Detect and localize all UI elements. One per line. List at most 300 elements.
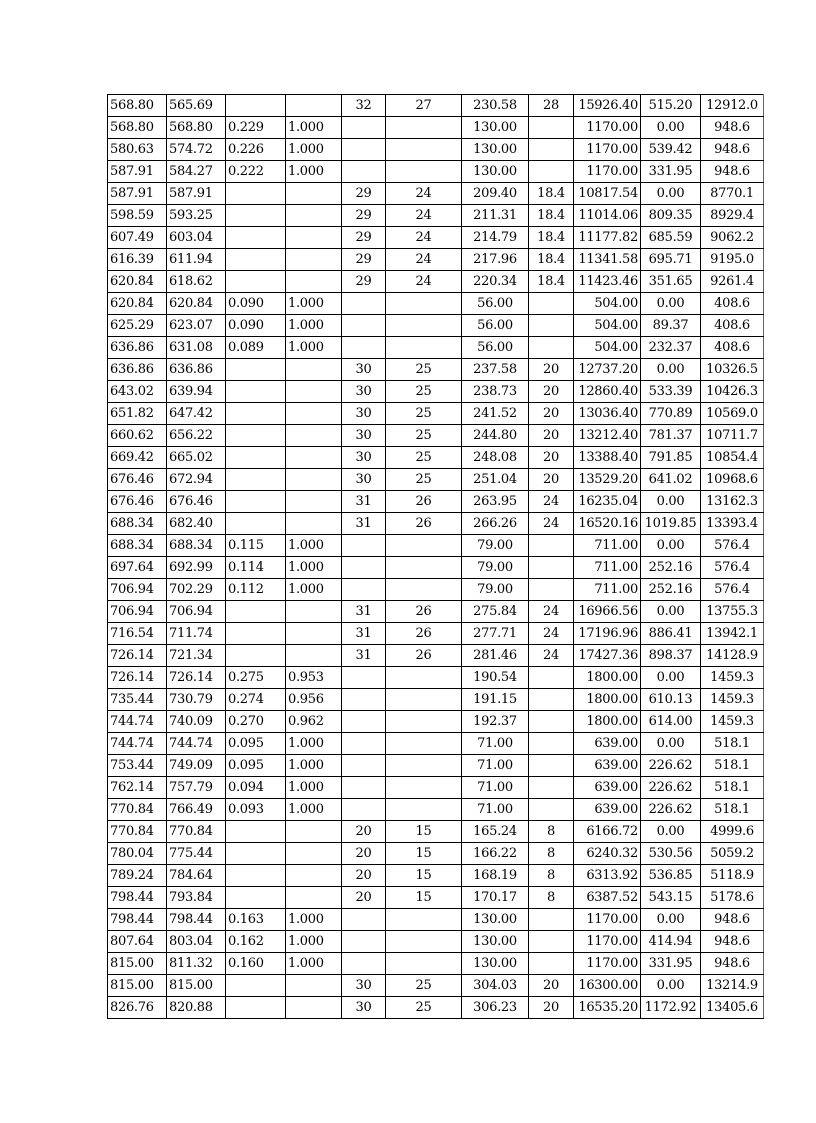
table-cell: 0.095 <box>226 755 286 777</box>
table-cell: 533.39 <box>641 381 701 403</box>
table-cell: 898.37 <box>641 645 701 667</box>
table-cell: 0.00 <box>641 733 701 755</box>
table-cell: 0.00 <box>641 293 701 315</box>
table-cell: 1170.00 <box>574 953 641 975</box>
table-cell <box>386 733 462 755</box>
table-cell: 20 <box>342 865 386 887</box>
table-cell: 1.000 <box>286 315 342 337</box>
table-cell <box>342 117 386 139</box>
table-cell: 798.44 <box>167 909 226 931</box>
table-cell: 0.00 <box>641 491 701 513</box>
table-cell: 230.58 <box>462 95 529 117</box>
table-cell: 1800.00 <box>574 667 641 689</box>
table-cell: 16966.56 <box>574 601 641 623</box>
table-cell: 17196.96 <box>574 623 641 645</box>
table-cell <box>226 381 286 403</box>
table-cell: 30 <box>342 447 386 469</box>
table-cell: 24 <box>529 601 574 623</box>
table-cell: 226.62 <box>641 755 701 777</box>
table-cell: 0.00 <box>641 117 701 139</box>
table-cell: 25 <box>386 469 462 491</box>
table-cell: 25 <box>386 997 462 1019</box>
table-cell: 620.84 <box>108 293 167 315</box>
table-cell: 762.14 <box>108 777 167 799</box>
table-cell: 948.6 <box>701 931 764 953</box>
table-row <box>108 579 764 601</box>
table-cell: 1800.00 <box>574 711 641 733</box>
table-cell <box>226 271 286 293</box>
table-cell: 30 <box>342 469 386 491</box>
table-cell <box>342 315 386 337</box>
table-cell: 574.72 <box>167 139 226 161</box>
table-cell <box>386 579 462 601</box>
table-cell: 770.84 <box>108 821 167 843</box>
table-cell <box>286 469 342 491</box>
table-cell <box>226 843 286 865</box>
table-cell: 1.000 <box>286 799 342 821</box>
table-cell <box>286 403 342 425</box>
table-row <box>108 535 764 557</box>
table-cell: 13942.1 <box>701 623 764 645</box>
table-row <box>108 139 764 161</box>
table-cell: 168.19 <box>462 865 529 887</box>
table-cell <box>386 117 462 139</box>
table-cell <box>286 645 342 667</box>
table-cell: 31 <box>342 601 386 623</box>
table-cell: 13755.3 <box>701 601 764 623</box>
table-cell: 1459.3 <box>701 689 764 711</box>
table-row <box>108 865 764 887</box>
table-cell: 1.000 <box>286 139 342 161</box>
table-cell: 798.44 <box>108 909 167 931</box>
table-cell: 20 <box>342 843 386 865</box>
table-cell <box>226 975 286 997</box>
table-cell <box>226 623 286 645</box>
table-cell: 631.08 <box>167 337 226 359</box>
table-cell: 9195.0 <box>701 249 764 271</box>
table-cell <box>342 777 386 799</box>
table-cell: 13212.40 <box>574 425 641 447</box>
table-cell: 25 <box>386 381 462 403</box>
table-row <box>108 887 764 909</box>
table-cell <box>529 755 574 777</box>
table-cell <box>529 931 574 953</box>
table-cell: 79.00 <box>462 535 529 557</box>
table-cell: 770.84 <box>167 821 226 843</box>
table-cell: 14128.9 <box>701 645 764 667</box>
table-cell <box>342 161 386 183</box>
table-cell: 0.956 <box>286 689 342 711</box>
table-cell: 580.63 <box>108 139 167 161</box>
table-cell: 211.31 <box>462 205 529 227</box>
table-row <box>108 733 764 755</box>
table-cell: 408.6 <box>701 337 764 359</box>
table-cell <box>529 557 574 579</box>
table-cell <box>529 689 574 711</box>
table-cell: 0.229 <box>226 117 286 139</box>
table-cell: 0.115 <box>226 535 286 557</box>
table-cell: 13405.6 <box>701 997 764 1019</box>
table-cell: 1.000 <box>286 117 342 139</box>
table-cell: 71.00 <box>462 799 529 821</box>
table-cell <box>342 337 386 359</box>
table-cell <box>342 535 386 557</box>
table-cell: 244.80 <box>462 425 529 447</box>
table-cell: 10854.4 <box>701 447 764 469</box>
table-cell <box>286 843 342 865</box>
table-cell <box>529 799 574 821</box>
table-cell: 692.99 <box>167 557 226 579</box>
table-cell <box>529 535 574 557</box>
table-cell: 682.40 <box>167 513 226 535</box>
table-cell <box>286 271 342 293</box>
table-cell: 775.44 <box>167 843 226 865</box>
table-row <box>108 425 764 447</box>
table-cell <box>286 359 342 381</box>
table-cell: 565.69 <box>167 95 226 117</box>
table-body <box>108 95 764 1019</box>
table-cell: 0.00 <box>641 667 701 689</box>
table-cell: 266.26 <box>462 513 529 535</box>
table-cell: 30 <box>342 381 386 403</box>
table-cell: 584.27 <box>167 161 226 183</box>
table-cell: 130.00 <box>462 931 529 953</box>
table-cell: 1.000 <box>286 931 342 953</box>
table-cell: 518.1 <box>701 733 764 755</box>
table-cell: 789.24 <box>108 865 167 887</box>
table-cell: 0.962 <box>286 711 342 733</box>
table-row <box>108 293 764 315</box>
table-cell <box>226 425 286 447</box>
table-cell: 20 <box>342 821 386 843</box>
table-row <box>108 645 764 667</box>
table-cell: 24 <box>529 623 574 645</box>
table-cell: 620.84 <box>108 271 167 293</box>
table-cell: 636.86 <box>108 359 167 381</box>
table-cell <box>342 711 386 733</box>
table-cell: 15 <box>386 887 462 909</box>
table-cell: 130.00 <box>462 909 529 931</box>
table-cell: 31 <box>342 645 386 667</box>
table-cell: 504.00 <box>574 293 641 315</box>
table-cell: 408.6 <box>701 293 764 315</box>
table-cell: 706.94 <box>167 601 226 623</box>
table-cell: 820.88 <box>167 997 226 1019</box>
table-cell: 20 <box>529 403 574 425</box>
table-cell: 6387.52 <box>574 887 641 909</box>
table-cell <box>226 359 286 381</box>
table-cell: 24 <box>386 249 462 271</box>
table-cell: 0.163 <box>226 909 286 931</box>
table-cell: 948.6 <box>701 953 764 975</box>
table-cell: 6166.72 <box>574 821 641 843</box>
table-cell <box>529 139 574 161</box>
table-cell <box>342 953 386 975</box>
table-cell <box>529 117 574 139</box>
table-row <box>108 931 764 953</box>
table-cell: 25 <box>386 403 462 425</box>
table-cell: 13162.3 <box>701 491 764 513</box>
table-cell: 587.91 <box>108 161 167 183</box>
table-row <box>108 205 764 227</box>
table-cell <box>226 865 286 887</box>
table-row <box>108 95 764 117</box>
table-cell: 15 <box>386 821 462 843</box>
table-cell: 0.275 <box>226 667 286 689</box>
table-cell: 744.74 <box>108 711 167 733</box>
table-cell: 0.089 <box>226 337 286 359</box>
table-cell: 220.34 <box>462 271 529 293</box>
table-cell: 20 <box>529 359 574 381</box>
table-row <box>108 381 764 403</box>
table-cell: 79.00 <box>462 579 529 601</box>
table-cell: 726.14 <box>108 645 167 667</box>
table-cell: 1800.00 <box>574 689 641 711</box>
table-cell <box>286 447 342 469</box>
table-cell: 0.095 <box>226 733 286 755</box>
table-cell: 639.00 <box>574 755 641 777</box>
table-cell: 639.00 <box>574 799 641 821</box>
table-cell <box>529 337 574 359</box>
table-cell: 408.6 <box>701 315 764 337</box>
table-cell: 29 <box>342 183 386 205</box>
table-cell <box>386 667 462 689</box>
table-cell <box>226 249 286 271</box>
table-cell: 8 <box>529 843 574 865</box>
table-cell: 726.14 <box>108 667 167 689</box>
table-cell: 0.094 <box>226 777 286 799</box>
table-cell <box>342 139 386 161</box>
table-cell: 611.94 <box>167 249 226 271</box>
table-cell: 744.74 <box>167 733 226 755</box>
table-cell <box>386 315 462 337</box>
table-cell: 24 <box>386 271 462 293</box>
table-cell: 13529.20 <box>574 469 641 491</box>
table-cell: 71.00 <box>462 777 529 799</box>
table-cell <box>286 425 342 447</box>
table-cell: 191.15 <box>462 689 529 711</box>
table-cell: 24 <box>529 645 574 667</box>
table-cell <box>342 733 386 755</box>
table-cell <box>342 931 386 953</box>
table-cell: 71.00 <box>462 733 529 755</box>
table-cell <box>342 293 386 315</box>
table-cell: 948.6 <box>701 909 764 931</box>
table-cell: 685.59 <box>641 227 701 249</box>
table-row <box>108 183 764 205</box>
table-cell: 0.270 <box>226 711 286 733</box>
table-cell: 130.00 <box>462 161 529 183</box>
table-cell: 803.04 <box>167 931 226 953</box>
table-cell <box>386 777 462 799</box>
table-cell: 166.22 <box>462 843 529 865</box>
table-cell: 18.4 <box>529 205 574 227</box>
table-cell: 251.04 <box>462 469 529 491</box>
table-cell: 71.00 <box>462 755 529 777</box>
table-cell <box>286 997 342 1019</box>
table-cell: 304.03 <box>462 975 529 997</box>
table-cell: 576.4 <box>701 557 764 579</box>
table-cell: 0.090 <box>226 315 286 337</box>
table-cell: 26 <box>386 601 462 623</box>
table-cell: 625.29 <box>108 315 167 337</box>
table-cell: 252.16 <box>641 579 701 601</box>
table-cell: 24 <box>386 227 462 249</box>
table-cell: 603.04 <box>167 227 226 249</box>
table-cell: 0.00 <box>641 183 701 205</box>
table-row <box>108 447 764 469</box>
table-cell <box>226 491 286 513</box>
table-cell: 0.222 <box>226 161 286 183</box>
table-cell: 0.090 <box>226 293 286 315</box>
table-cell: 20 <box>529 469 574 491</box>
table-cell <box>286 95 342 117</box>
table-cell: 29 <box>342 249 386 271</box>
table-cell: 730.79 <box>167 689 226 711</box>
table-cell <box>386 535 462 557</box>
table-cell: 1172.92 <box>641 997 701 1019</box>
table-cell: 716.54 <box>108 623 167 645</box>
table-cell: 10426.3 <box>701 381 764 403</box>
table-row <box>108 953 764 975</box>
table-cell: 12737.20 <box>574 359 641 381</box>
table-cell: 543.15 <box>641 887 701 909</box>
table-cell: 238.73 <box>462 381 529 403</box>
table-cell: 15 <box>386 865 462 887</box>
table-cell: 669.42 <box>108 447 167 469</box>
table-cell: 1.000 <box>286 733 342 755</box>
table-cell: 651.82 <box>108 403 167 425</box>
table-cell: 27 <box>386 95 462 117</box>
table-cell: 536.85 <box>641 865 701 887</box>
table-cell <box>342 579 386 601</box>
table-row <box>108 161 764 183</box>
table-cell: 8929.4 <box>701 205 764 227</box>
table-row <box>108 117 764 139</box>
table-cell: 248.08 <box>462 447 529 469</box>
table-cell <box>286 623 342 645</box>
table-cell: 11177.82 <box>574 227 641 249</box>
table-cell <box>286 249 342 271</box>
table-cell: 15926.40 <box>574 95 641 117</box>
table-cell: 16300.00 <box>574 975 641 997</box>
table-cell: 351.65 <box>641 271 701 293</box>
table-cell: 214.79 <box>462 227 529 249</box>
table-cell: 815.00 <box>108 953 167 975</box>
table-cell <box>226 601 286 623</box>
table-cell: 711.00 <box>574 579 641 601</box>
table-cell: 0.00 <box>641 601 701 623</box>
table-cell: 726.14 <box>167 667 226 689</box>
table-cell: 0.00 <box>641 975 701 997</box>
table-row <box>108 271 764 293</box>
table-cell: 11014.06 <box>574 205 641 227</box>
table-cell: 32 <box>342 95 386 117</box>
table-cell: 12860.40 <box>574 381 641 403</box>
table-row <box>108 601 764 623</box>
table-cell: 414.94 <box>641 931 701 953</box>
table-cell: 1019.85 <box>641 513 701 535</box>
table-cell <box>286 601 342 623</box>
table-cell: 13036.40 <box>574 403 641 425</box>
table-cell <box>226 513 286 535</box>
table-cell: 56.00 <box>462 315 529 337</box>
table-cell: 1459.3 <box>701 711 764 733</box>
table-cell <box>226 997 286 1019</box>
table-cell: 241.52 <box>462 403 529 425</box>
table-row <box>108 359 764 381</box>
table-cell <box>342 667 386 689</box>
table-cell: 26 <box>386 645 462 667</box>
table-cell: 948.6 <box>701 161 764 183</box>
table-cell: 281.46 <box>462 645 529 667</box>
table-cell: 702.29 <box>167 579 226 601</box>
table-cell <box>529 953 574 975</box>
table-cell: 15 <box>386 843 462 865</box>
table-cell: 0.162 <box>226 931 286 953</box>
table-cell: 30 <box>342 997 386 1019</box>
table-cell: 766.49 <box>167 799 226 821</box>
table-cell: 29 <box>342 271 386 293</box>
table-cell: 0.114 <box>226 557 286 579</box>
table-cell: 721.34 <box>167 645 226 667</box>
table-cell <box>529 733 574 755</box>
table-row <box>108 623 764 645</box>
table-cell <box>226 95 286 117</box>
table-cell: 17427.36 <box>574 645 641 667</box>
table-cell: 587.91 <box>108 183 167 205</box>
table-cell: 20 <box>529 381 574 403</box>
table-cell: 791.85 <box>641 447 701 469</box>
table-cell: 25 <box>386 359 462 381</box>
table-cell <box>226 183 286 205</box>
table-cell: 11341.58 <box>574 249 641 271</box>
table-cell: 1459.3 <box>701 667 764 689</box>
table-cell: 10968.6 <box>701 469 764 491</box>
table-cell: 807.64 <box>108 931 167 953</box>
table-cell: 0.093 <box>226 799 286 821</box>
table-cell: 780.04 <box>108 843 167 865</box>
table-cell: 331.95 <box>641 953 701 975</box>
table-cell: 647.42 <box>167 403 226 425</box>
table-cell: 1.000 <box>286 953 342 975</box>
table-cell: 20 <box>529 425 574 447</box>
table-cell <box>286 887 342 909</box>
table-cell <box>286 975 342 997</box>
table-cell <box>386 161 462 183</box>
table-cell: 0.953 <box>286 667 342 689</box>
table-cell: 948.6 <box>701 117 764 139</box>
table-cell <box>286 821 342 843</box>
table-cell: 6313.92 <box>574 865 641 887</box>
table-cell: 0.00 <box>641 821 701 843</box>
table-row <box>108 249 764 271</box>
table-cell: 815.00 <box>108 975 167 997</box>
table-cell <box>529 161 574 183</box>
table-cell: 607.49 <box>108 227 167 249</box>
table-cell: 587.91 <box>167 183 226 205</box>
table-cell: 13393.4 <box>701 513 764 535</box>
table-cell: 263.95 <box>462 491 529 513</box>
table-cell: 10711.7 <box>701 425 764 447</box>
table-cell: 676.46 <box>167 491 226 513</box>
table-cell <box>286 491 342 513</box>
table-cell: 31 <box>342 513 386 535</box>
table-cell: 636.86 <box>167 359 226 381</box>
table-cell: 10569.0 <box>701 403 764 425</box>
table-cell: 568.80 <box>108 117 167 139</box>
table-cell: 1.000 <box>286 161 342 183</box>
